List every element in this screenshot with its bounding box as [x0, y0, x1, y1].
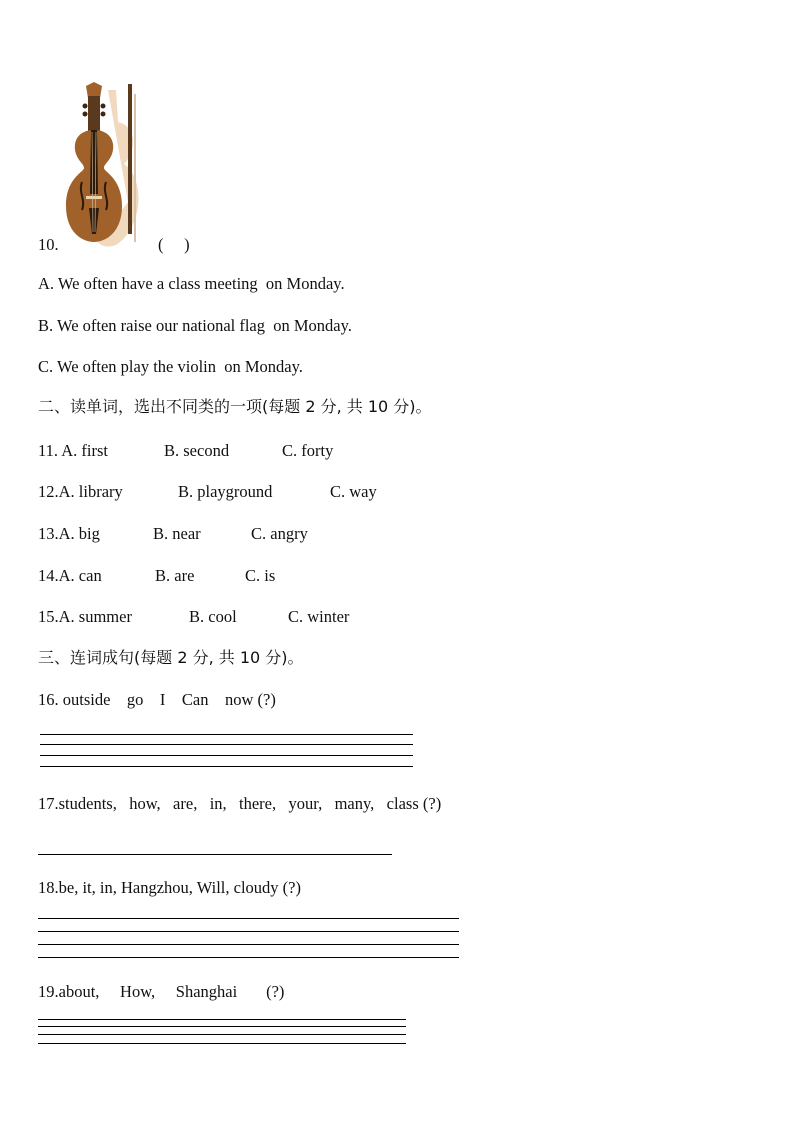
answer-line [38, 944, 459, 945]
section-2-title: 二、读单词，选出不同类的一项(每题 2 分, 共 10 分)。 [38, 397, 432, 416]
answer-line [40, 755, 413, 756]
choice-a: .A. library [54, 482, 123, 501]
choice-b: B. near [153, 524, 201, 543]
choice-a: .A. summer [54, 607, 132, 626]
question-number: 15 [38, 607, 55, 626]
choice-c: C. angry [251, 524, 308, 543]
question-17 [38, 796, 441, 813]
answer-line [38, 1043, 406, 1044]
answer-line [40, 766, 413, 767]
choice-a: .A. big [54, 524, 100, 543]
choice-c: C. is [245, 566, 276, 585]
answer-line [38, 918, 459, 919]
question-number: 12 [38, 482, 55, 501]
violin-icon [58, 82, 158, 252]
answer-line-17 [38, 854, 392, 855]
question-number: 19 [38, 982, 55, 1001]
answer-line [38, 1019, 406, 1020]
choice-b: B. cool [189, 607, 237, 626]
option-a: A. We often have a class meeting on Monday. [38, 274, 345, 293]
choice-c: C. forty [282, 441, 334, 460]
answer-line [38, 957, 459, 958]
word-list: .about, How, Shanghai (?) [54, 982, 285, 1001]
question-number: 13 [38, 524, 55, 543]
word-list: .be, it, in, Hangzhou, Will, cloudy (?) [54, 878, 301, 897]
choice-a: . A. first [53, 441, 108, 460]
question-18 [38, 880, 301, 897]
option-b: B. We often raise our national flag on Monday. [38, 316, 352, 335]
question-number: 14 [38, 566, 55, 585]
answer-line [40, 744, 413, 745]
choice-b: B. playground [178, 482, 273, 501]
question-number: 17 [38, 794, 55, 813]
choice-b: B. second [164, 441, 230, 460]
choice-b: B. are [155, 566, 195, 585]
answer-paren: ( ) [158, 235, 190, 254]
word-list: .students, how, are, in, there, your, many, class (?) [54, 794, 442, 813]
answer-line [38, 1026, 406, 1027]
question-19 [38, 984, 284, 1001]
question-number: 11 [38, 441, 54, 460]
section-3-title: 三、连词成句(每题 2 分, 共 10 分)。 [38, 648, 304, 667]
answer-line [40, 734, 413, 735]
option-c: C. We often play the violin on Monday. [38, 357, 303, 376]
choice-c: C. way [330, 482, 377, 501]
word-list: . outside go I Can now (?) [54, 690, 276, 709]
question-10-number: 10. [38, 235, 59, 254]
choice-c: C. winter [288, 607, 350, 626]
question-number: 18 [38, 878, 55, 897]
answer-line [38, 931, 459, 932]
question-16 [38, 692, 276, 709]
answer-line [38, 1034, 406, 1035]
question-number: 16 [38, 690, 55, 709]
choice-a: .A. can [54, 566, 102, 585]
